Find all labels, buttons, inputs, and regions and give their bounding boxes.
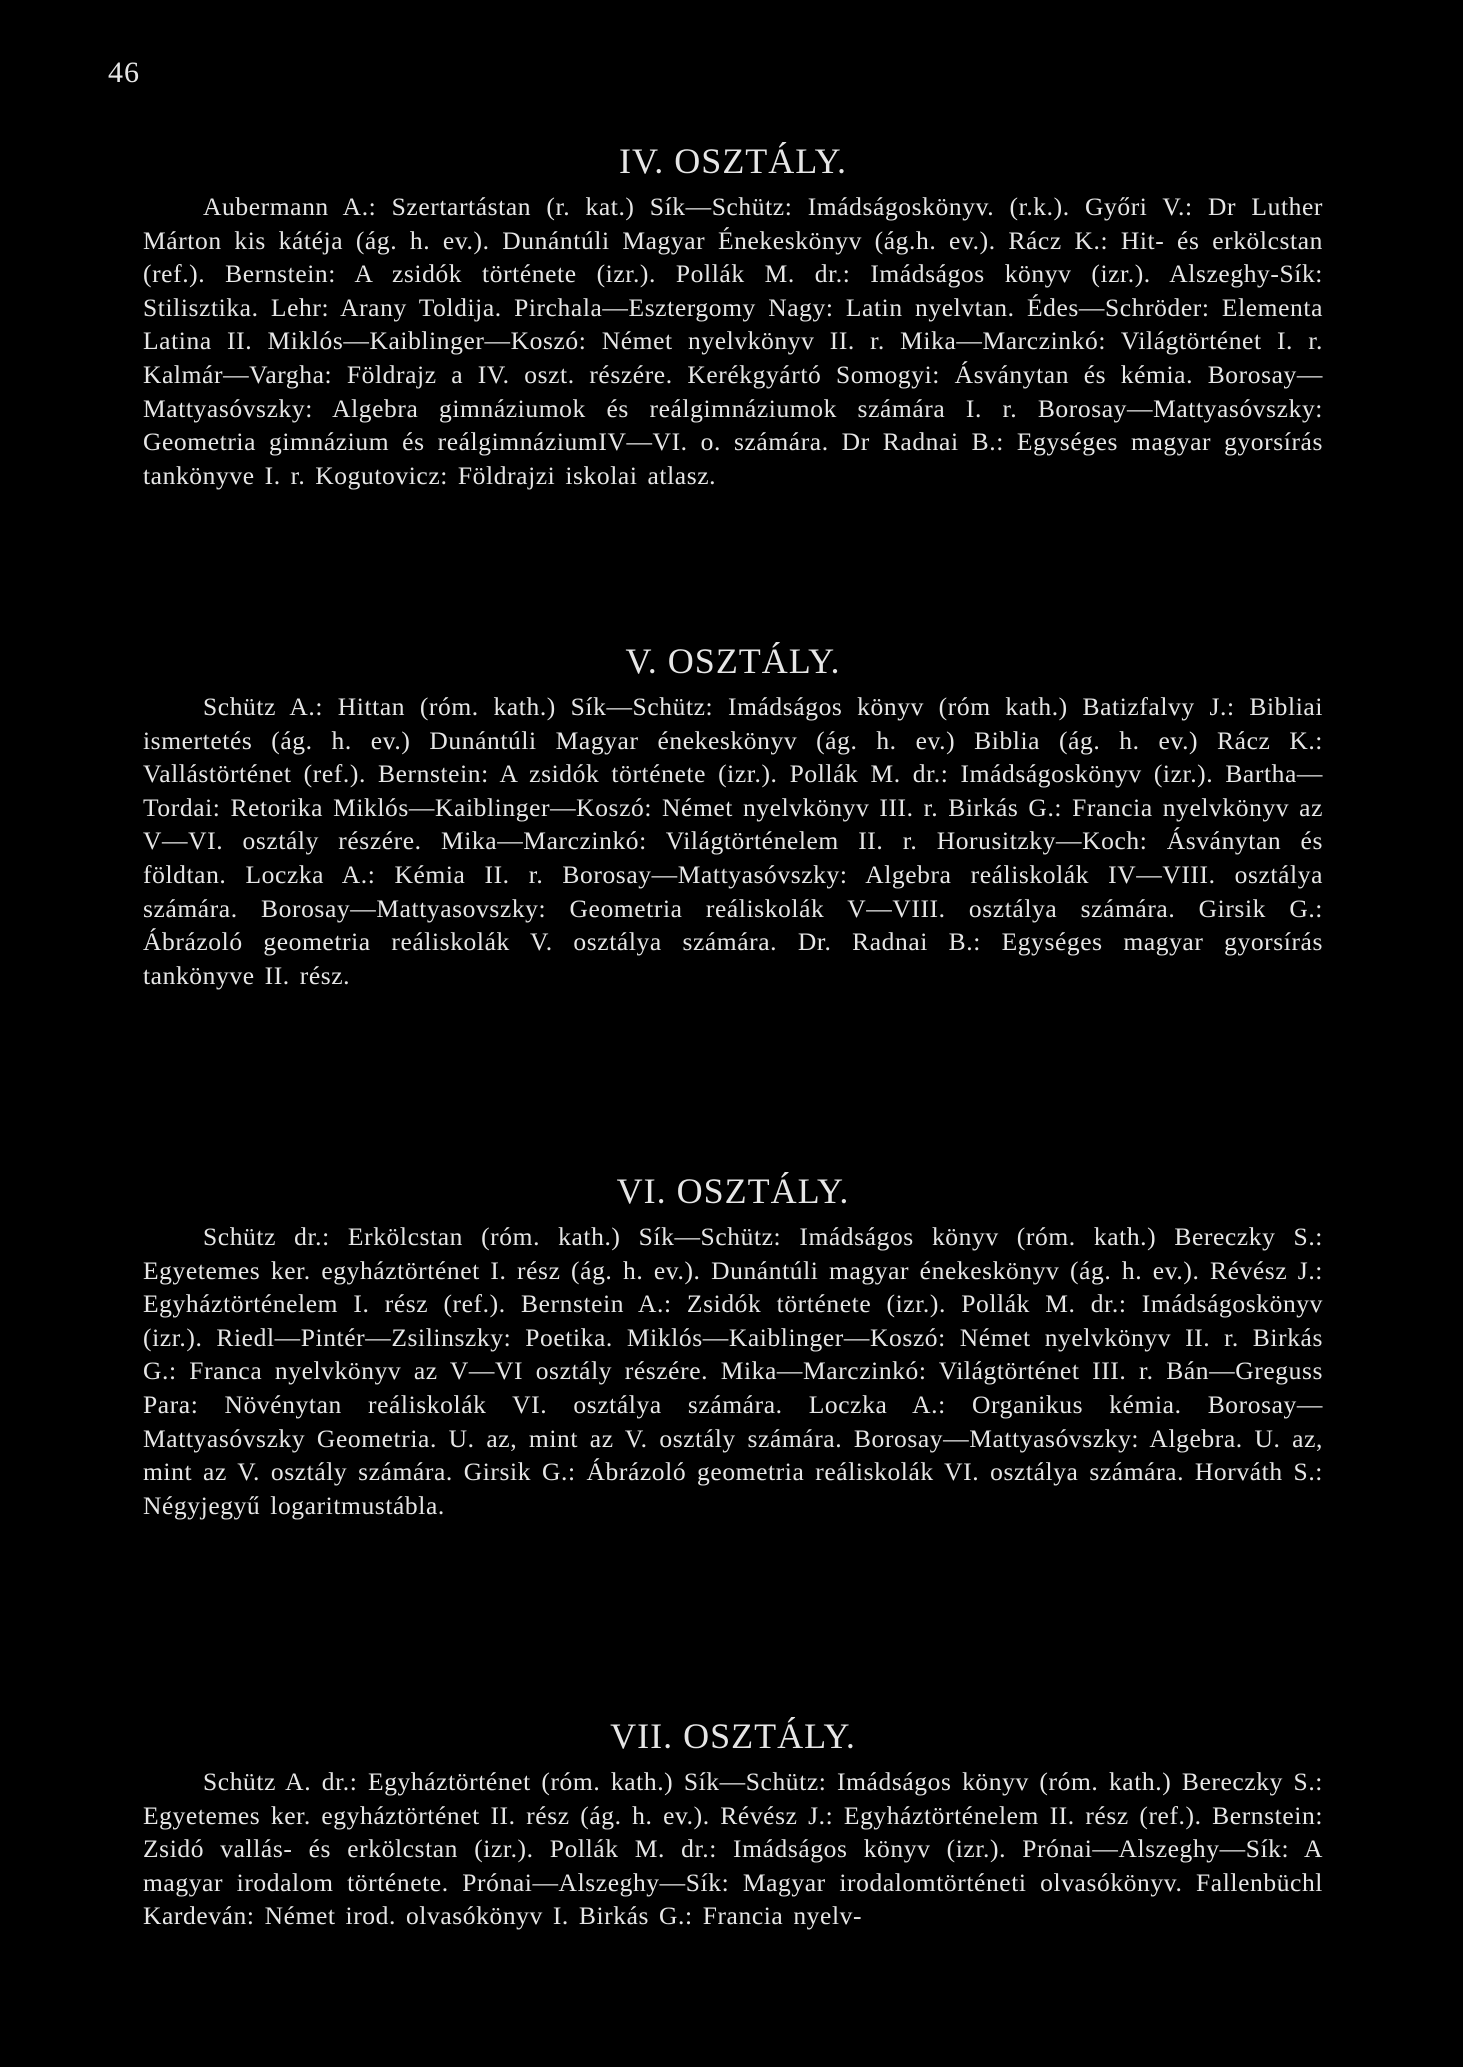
section-heading: VI. OSZTÁLY.: [616, 1171, 850, 1211]
section-class-4: [143, 140, 1323, 492]
section-heading: IV. OSZTÁLY.: [618, 141, 848, 181]
section-book-list: Aubermann A.: Szertartástan (r. kat.) Sík—Schütz: Imádságoskönyv. (r.k.). Győri V.: Dr Luther Márton kis kátéja (ág. h. ev.). Dunántúli Magyar Énekeskönyv (ág.h. ev.). Rácz K.: Hit- és erkölcstan (ref.). Bernstein: A zsidók története (izr.). Pollák M. dr.: Imádságos könyv (izr.). Alszeghy-Sík: Stilisztika. Lehr: Arany Toldija. Pirchala—Esztergomy Nagy: Latin nyelvtan. Édes—Schröder: Elementa Latina II. Miklós—Kaiblinger—Koszó: Német nyelvkönyv II. r. Mika—Marczinkó: Világtörténet I. r. Kalmár—Vargha: Földrajz a IV. oszt. részére. Kerékgyártó Somogyi: Ásványtan és kémia. Borosay—Mattyasóvszky: Algebra gimnáziumok és reálgimnáziumok számára I. r. Borosay—Mattyasóvszky: Geometria gimnázium és reálgimnáziumIV—VI. o. számára. Dr Radnai B.: Egységes magyar gyorsírás tankönyve I. r. Kogutovicz: Földrajzi iskolai atlasz.: [143, 192, 1323, 490]
section-book-list: Schütz dr.: Erkölcstan (róm. kath.) Sík—Schütz: Imádságos könyv (róm. kath.) Bereczky S.: Egyetemes ker. egyháztörténet I. rész (ág. h. ev.). Dunántúli magyar énekeskönyv (ág. h. ev.). Révész J.: Egyháztörténelem I. rész (ref.). Bernstein A.: Zsidók története (izr.). Pollák M. dr.: Imádságoskönyv (izr.). Riedl—Pintér—Zsilinszky: Poetika. Miklós—Kaiblinger—Koszó: Német nyelvkönyv II. r. Birkás G.: Franca nyelvkönyv az V—VI osztály részére. Mika—Marczinkó: Világtörténet III. r. Bán—Greguss Para: Növénytan reáliskolák VI. osztálya számára. Loczka A.: Organikus kémia. Borosay—Mattyasóvszky Geometria. U. az, mint az V. osztály számára. Borosay—Mattyasóvszky: Algebra. U. az, mint az V. osztály számára. Girsik G.: Ábrázoló geometria reáliskolák VI. osztálya számára. Horváth S.: Négyjegyű logaritmustábla.: [143, 1222, 1323, 1520]
section-book-list: Schütz A. dr.: Egyháztörténet (róm. kath.) Sík—Schütz: Imádságos könyv (róm. kath.) Bereczky S.: Egyetemes ker. egyháztörténet II. rész (ág. h. ev.). Révész J.: Egyháztörténelem II. rész (ref.). Bernstein: Zsidó vallás- és erkölcstan (izr.). Pollák M. dr.: Imádságos könyv (izr.). Prónai—Alszeghy—Sík: A magyar irodalom története. Prónai—Alszeghy—Sík: Magyar irodalomtörténeti olvasókönyv. Fallenbüchl Kardeván: Német irod. olvasókönyv I. Birkás G.: Francia nyelv-: [143, 1767, 1323, 1931]
section-heading: V. OSZTÁLY.: [625, 641, 841, 681]
section-heading: VII. OSZTÁLY.: [610, 1716, 856, 1756]
section-book-list: Schütz A.: Hittan (róm. kath.) Sík—Schütz: Imádságos könyv (róm kath.) Batizfalvy J.: Bibliai ismertetés (ág. h. ev.) Dunántúli Magyar énekeskönyv (ág. h. ev.) Biblia (ág. h. ev.) Rácz K.: Vallástörténet (ref.). Bernstein: A zsidók története (izr.). Pollák M. dr.: Imádságoskönyv (izr.). Bartha—Tordai: Retorika Miklós—Kaiblinger—Koszó: Német nyelvkönyv III. r. Birkás G.: Francia nyelvkönyv az V—VI. osztály részére. Mika—Marczinkó: Világtörténelem II. r. Horusitzky—Koch: Ásványtan és földtan. Loczka A.: Kémia II. r. Borosay—Mattyasóvszky: Algebra reáliskolák IV—VIII. osztálya számára. Borosay—Mattyasovszky: Geometria reáliskolák V—VIII. osztálya számára. Girsik G.: Ábrázoló geometria reáliskolák V. osztálya számára. Dr. Radnai B.: Egységes magyar gyorsírás tankönyve II. rész.: [143, 692, 1323, 990]
section-class-6: [143, 1170, 1323, 1522]
page-number: 46: [108, 56, 140, 89]
section-class-7: [143, 1715, 1323, 1933]
section-class-5: [143, 640, 1323, 992]
